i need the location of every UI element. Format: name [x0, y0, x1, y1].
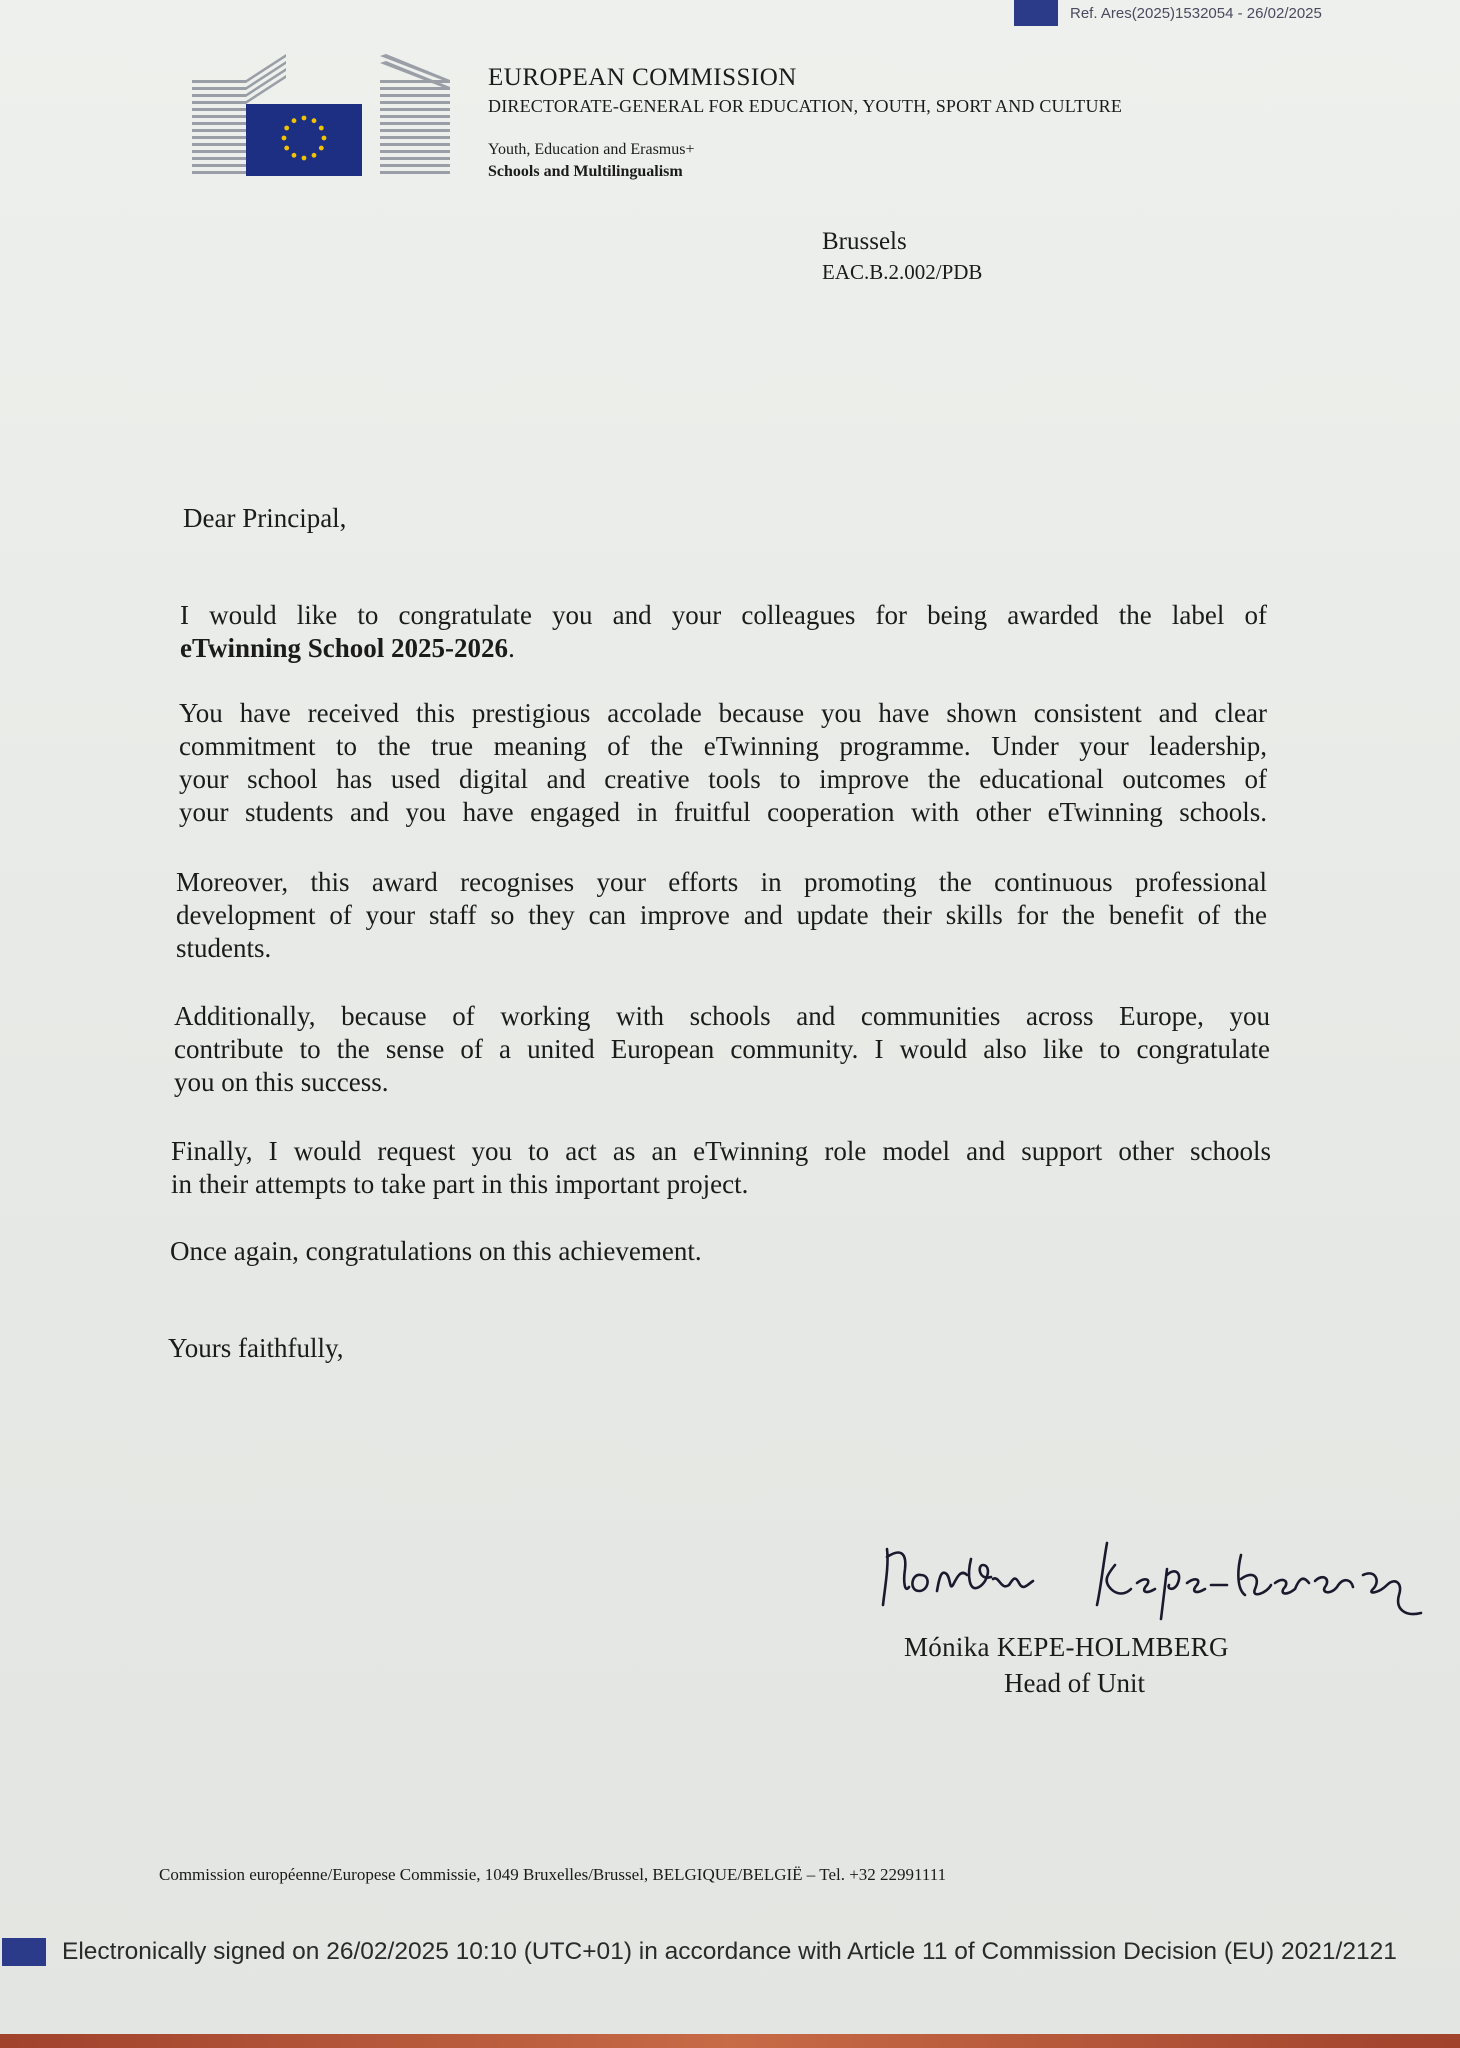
paragraph-3 — [176, 866, 1267, 965]
background-surface — [0, 2034, 1460, 2048]
paragraph-2 — [179, 697, 1267, 829]
award-label: eTwinning School 2025-2026 — [180, 633, 509, 663]
paragraph-line: You have received this prestigious accolade because you have shown consistent and clear — [179, 698, 1267, 728]
letter-place: Brussels — [822, 228, 907, 255]
directorate-unit-name: Youth, Education and Erasmus+ — [488, 141, 695, 158]
file-reference: EAC.B.2.002/PDB — [822, 260, 983, 284]
directorate-name: DIRECTORATE-GENERAL FOR EDUCATION, YOUTH, SPORT AND CULTURE — [488, 96, 1123, 116]
salutation: Dear Principal, — [183, 503, 347, 533]
paragraph-line: your students and you have engaged in fruitful cooperation with other eTwinning schools. — [179, 797, 1267, 827]
paragraph-6: Once again, congratulations on this achievement. — [170, 1236, 702, 1266]
paragraph-line: Finally, I would request you to act as an eTwinning role model and support other schools — [171, 1136, 1271, 1166]
paragraph-line: Moreover, this award recognises your efforts in promoting the continuous professional — [176, 867, 1267, 897]
organisation-name: EUROPEAN COMMISSION — [488, 64, 797, 91]
european-commission-logo — [190, 52, 460, 182]
paragraph-5 — [171, 1135, 1271, 1201]
unit-name: Schools and Multilingualism — [488, 163, 683, 180]
eu-flag-icon — [2, 1938, 46, 1966]
electronic-signature-text: Electronically signed on 26/02/2025 10:10 (UTC+01) in accordance with Article 11 of Commission Decision (EU) 2021/2121 — [62, 1938, 1397, 1965]
reference-number: Ref. Ares(2025)1532054 - 26/02/2025 — [1070, 4, 1322, 22]
paragraph-line: I would like to congratulate you and your colleagues for being awarded the label of — [180, 600, 1267, 630]
handwritten-signature — [875, 1535, 1455, 1625]
eu-flag-icon — [1014, 0, 1058, 26]
paragraph-line: in their attempts to take part in this important project. — [171, 1169, 749, 1199]
signatory-name: Mónika KEPE-HOLMBERG — [904, 1632, 1229, 1662]
paragraph-line: Additionally, because of working with schools and communities across Europe, you — [174, 1001, 1270, 1031]
paragraph-4 — [174, 1000, 1270, 1099]
reference-stamp — [1014, 0, 1322, 26]
period: . — [508, 633, 515, 663]
paragraph-line: you on this success. — [174, 1067, 389, 1097]
footer-address: Commission européenne/Europese Commissie, 1049 Bruxelles/Brussel, BELGIQUE/BELGIË – Tel. +32 22991111 — [159, 1865, 947, 1884]
paragraph-1 — [180, 599, 1267, 665]
paragraph-line: commitment to the true meaning of the eTwinning programme. Under your leadership, — [179, 731, 1267, 761]
paragraph-line: development of your staff so they can improve and update their skills for the benefit of the — [176, 900, 1267, 930]
paragraph-line: contribute to the sense of a united European community. I would also like to congratulate — [174, 1034, 1270, 1064]
electronic-signature-notice — [0, 1932, 1460, 1972]
signatory-role: Head of Unit — [1004, 1668, 1145, 1698]
paragraph-line — [180, 632, 1267, 665]
paragraph-line: students. — [176, 933, 272, 963]
closing: Yours faithfully, — [168, 1333, 344, 1363]
paragraph-line: your school has used digital and creative tools to improve the educational outcomes of — [179, 764, 1267, 794]
